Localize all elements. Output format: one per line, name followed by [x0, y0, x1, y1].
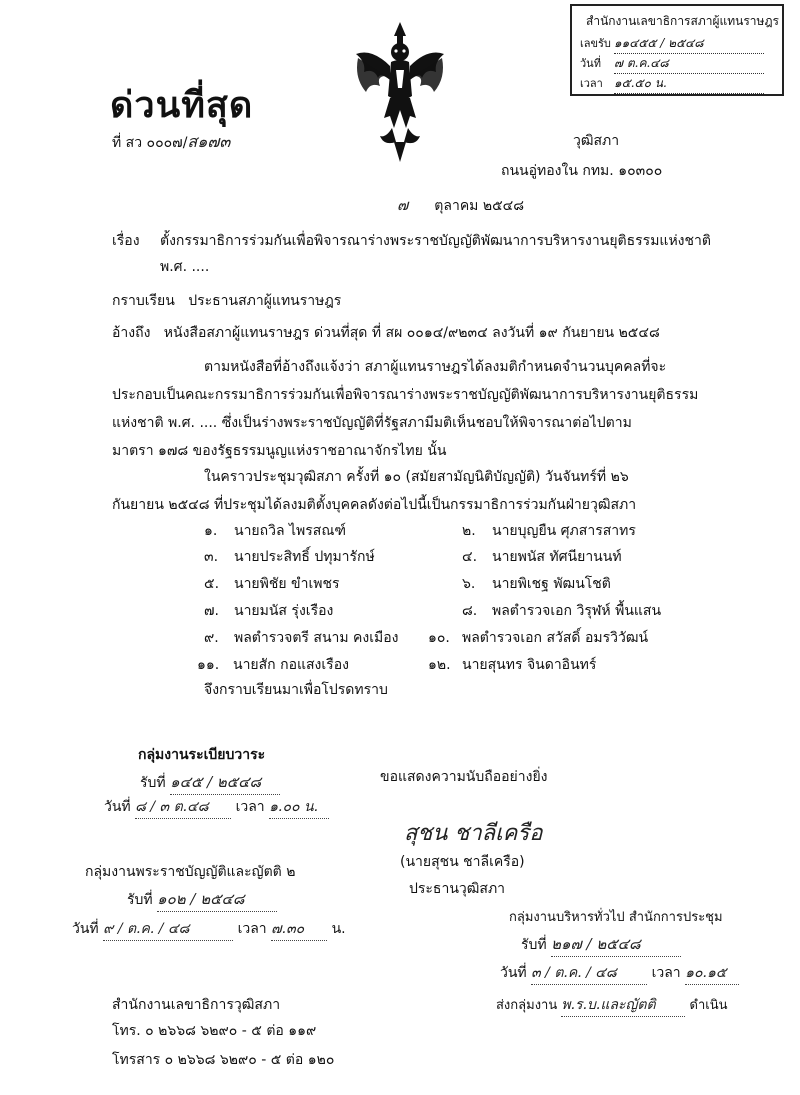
date-day: ๗: [397, 196, 409, 214]
admin-forward-label: ส่งกลุ่มงาน: [496, 998, 558, 1013]
member-number: ๑๒.: [428, 657, 451, 673]
member-name: พลตำรวจเอก สวัสดิ์ อมรวิวัฒน์: [462, 630, 649, 646]
footer-tel: โทร. ๐ ๒๖๖๘ ๖๒๙๐ - ๕ ต่อ ๑๑๙: [112, 1023, 317, 1039]
agenda-received-label: รับที่: [140, 775, 166, 791]
body-line: มาตรา ๑๗๘ ของรัฐธรรมนูญแห่งราชอาณาจักรไทย นั้น: [112, 443, 447, 459]
member-name: นายพิเชฐ พัฒนโชติ: [492, 576, 611, 592]
body-line: ตามหนังสือที่อ้างถึงแจ้งว่า สภาผู้แทนราษฎรได้ลงมติกำหนดจำนวนบุคคลที่จะ: [204, 359, 667, 375]
reference-label: อ้างถึง: [112, 325, 151, 341]
reference: [112, 322, 660, 344]
signatory-name: (นายสุชน ชาลีเครือ): [400, 854, 525, 870]
member-name: นายบุญยืน ศุภสารสาทร: [492, 523, 636, 539]
member-name: นายประสิทธิ์ ปทุมารักษ์: [234, 549, 375, 565]
member-item: [462, 600, 661, 622]
receipt-stamp-title: สำนักงานเลขาธิการสภาผู้แทนราษฎร: [586, 14, 779, 28]
body-line: ในคราวประชุมวุฒิสภา ครั้งที่ ๑๐ (สมัยสามัญนิติบัญญัติ) วันจันทร์ที่ ๒๖: [204, 469, 629, 485]
member-number: ๑.: [204, 523, 218, 539]
urgency-heading: ด่วนที่สุด: [110, 85, 254, 126]
admin-stamp-forward: [496, 994, 727, 1017]
reference-text: หนังสือสภาผู้แทนราษฎร ด่วนที่สุด ที่ สผ ๐๐๑๔/๙๒๓๔ ลงวันที่ ๑๙ กันยายน ๒๕๔๘: [163, 325, 660, 341]
regards-line: ขอแสดงความนับถืออย่างยิ่ง: [380, 769, 548, 785]
body-line: แห่งชาติ พ.ศ. .... ซึ่งเป็นร่างพระราชบัญญัติที่รัฐสภามีมติเห็นชอบให้พิจารณาต่อไปตาม: [112, 415, 632, 431]
agenda-received-value: ๑๔๕ / ๒๕๔๘: [170, 770, 280, 795]
member-number: ๔.: [462, 549, 478, 565]
body-line: กันยายน ๒๕๔๘ ที่ประชุมได้ลงมติตั้งบุคคลดังต่อไปนี้เป็นกรรมาธิการร่วมกันฝ่ายวุฒิสภา: [112, 497, 637, 513]
receipt-stamp-row: [580, 34, 776, 54]
member-number: ๑๑.: [197, 657, 220, 673]
admin-time-value: ๑๐.๑๕: [685, 962, 739, 985]
receipt-value: ๑๕.๕๐ น.: [614, 74, 764, 94]
agenda-stamp-received: [140, 770, 280, 795]
member-number: ๑๐.: [428, 630, 450, 646]
member-number: ๙.: [204, 630, 219, 646]
receipt-label: เวลา: [580, 77, 603, 90]
member-item: [204, 573, 340, 595]
member-name: พลตำรวจตรี สนาม คงเมือง: [234, 630, 399, 646]
footer-fax: โทรสาร ๐ ๒๖๖๘ ๖๒๙๐ - ๕ ต่อ ๑๒๐: [112, 1052, 335, 1068]
admin-date-label: วันที่: [500, 965, 527, 981]
member-name: พลตำรวจเอก วิรุฬห์ พื้นแสน: [492, 603, 662, 619]
member-number: ๓.: [204, 549, 219, 565]
receipt-stamp-row: [580, 54, 776, 74]
member-number: ๖.: [462, 576, 476, 592]
subject-label: เรื่อง: [112, 233, 140, 249]
doc-number-handwritten: ส๑๗๓: [187, 132, 231, 151]
admin-date-value: ๓ / ต.ค. / ๔๘: [531, 962, 647, 985]
receipt-stamp-row: [580, 74, 776, 94]
agenda-time-value: ๑.๐๐ น.: [269, 796, 329, 819]
agenda-stamp-date: [104, 796, 329, 819]
org-name: วุฒิสภา: [573, 133, 620, 149]
agenda-date-label: วันที่: [104, 799, 131, 815]
member-item: [462, 520, 636, 542]
receipt-label: วันที่: [580, 57, 601, 70]
org-address: ถนนอู่ทองใน กทม. ๑๐๓๐๐: [501, 163, 663, 179]
closing-line: จึงกราบเรียนมาเพื่อโปรดทราบ: [204, 682, 388, 698]
garuda-emblem: [350, 18, 450, 166]
bill-received-label: รับที่: [127, 892, 153, 908]
receipt-value: ๗ ต.ค.๔๘: [614, 54, 764, 74]
bill-date-label: วันที่: [72, 921, 99, 937]
member-item: [462, 573, 611, 595]
member-item: [204, 627, 399, 649]
receipt-value: ๑๑๔๕๕ / ๒๕๔๘: [614, 34, 764, 54]
footer-office: สำนักงานเลขาธิการวุฒิสภา: [112, 997, 281, 1013]
letter-date: [397, 193, 524, 217]
date-month-year: ตุลาคม ๒๕๔๘: [434, 198, 525, 214]
member-item: [428, 627, 648, 649]
doc-number: [112, 130, 230, 155]
admin-forward-value: พ.ร.บ.และญัตติ: [561, 994, 685, 1017]
member-name: นายมนัส รุ่งเรือง: [234, 603, 334, 619]
salutation: [112, 290, 341, 312]
agenda-date-value: ๘ / ๓ ต.๔๘: [135, 796, 231, 819]
salutation-label: กราบเรียน: [112, 293, 175, 309]
member-number: ๒.: [462, 523, 476, 539]
admin-forward-suffix: ดำเนิน: [689, 998, 728, 1013]
member-item: [204, 600, 333, 622]
agenda-stamp-title: กลุ่มงานระเบียบวาระ: [138, 747, 266, 763]
member-item: [197, 654, 349, 676]
signature-handwritten: สุชน ชาลีเครือ: [404, 821, 543, 846]
member-number: ๘.: [462, 603, 478, 619]
subject-line-1: ตั้งกรรมาธิการร่วมกันเพื่อพิจารณาร่างพระราชบัญญัติพัฒนาการบริหารงานยุติธรรมแห่งชาติ: [160, 233, 711, 249]
member-item: [428, 654, 596, 676]
body-line: ประกอบเป็นคณะกรรมาธิการร่วมกันเพื่อพิจารณาร่างพระราชบัญญัติพัฒนาการบริหารงานยุติธรรม: [112, 387, 699, 403]
admin-received-value: ๒๑๗ / ๒๕๔๘: [551, 932, 681, 957]
bill-time-value: ๗.๓๐: [271, 918, 327, 941]
member-name: นายถวิล ไพรสณฑ์: [234, 523, 346, 539]
subject-line-2: พ.ศ. ....: [160, 259, 210, 275]
bill-time-unit: น.: [331, 921, 346, 937]
bill-time-label: เวลา: [237, 921, 267, 937]
member-name: นายสุนทร จินดาอินทร์: [462, 657, 597, 673]
admin-stamp-received: [521, 932, 681, 957]
member-name: นายพนัส ทัศนียานนท์: [492, 549, 622, 565]
salutation-recipient: ประธานสภาผู้แทนราษฎร: [188, 293, 342, 309]
bill-date-value: ๙ / ต.ค. / ๔๘: [103, 918, 233, 941]
agenda-time-label: เวลา: [235, 799, 265, 815]
bill-stamp-date: [72, 918, 346, 941]
bill-stamp-title: กลุ่มงานพระราชบัญญัติและญัตติ ๒: [85, 864, 296, 880]
member-number: ๕.: [204, 576, 220, 592]
doc-number-label: ที่ สว ๐๐๐๗/: [112, 135, 188, 151]
member-item: [204, 546, 375, 568]
admin-stamp-title: กลุ่มงานบริหารทั่วไป สำนักการประชุม: [509, 910, 723, 925]
admin-time-label: เวลา: [651, 965, 681, 981]
member-number: ๗.: [204, 603, 219, 619]
receipt-label: เลขรับ: [580, 37, 611, 50]
admin-stamp-date: [500, 962, 739, 985]
member-item: [204, 520, 346, 542]
bill-received-value: ๑๐๒ / ๒๕๔๘: [157, 887, 277, 912]
signatory-title: ประธานวุฒิสภา: [409, 881, 506, 897]
admin-received-label: รับที่: [521, 937, 547, 953]
bill-stamp-received: [127, 887, 277, 912]
member-item: [462, 546, 622, 568]
member-name: นายสัก กอแสงเรือง: [233, 657, 349, 673]
receipt-stamp: [570, 4, 784, 96]
member-name: นายพิชัย ขำเพชร: [234, 576, 340, 592]
